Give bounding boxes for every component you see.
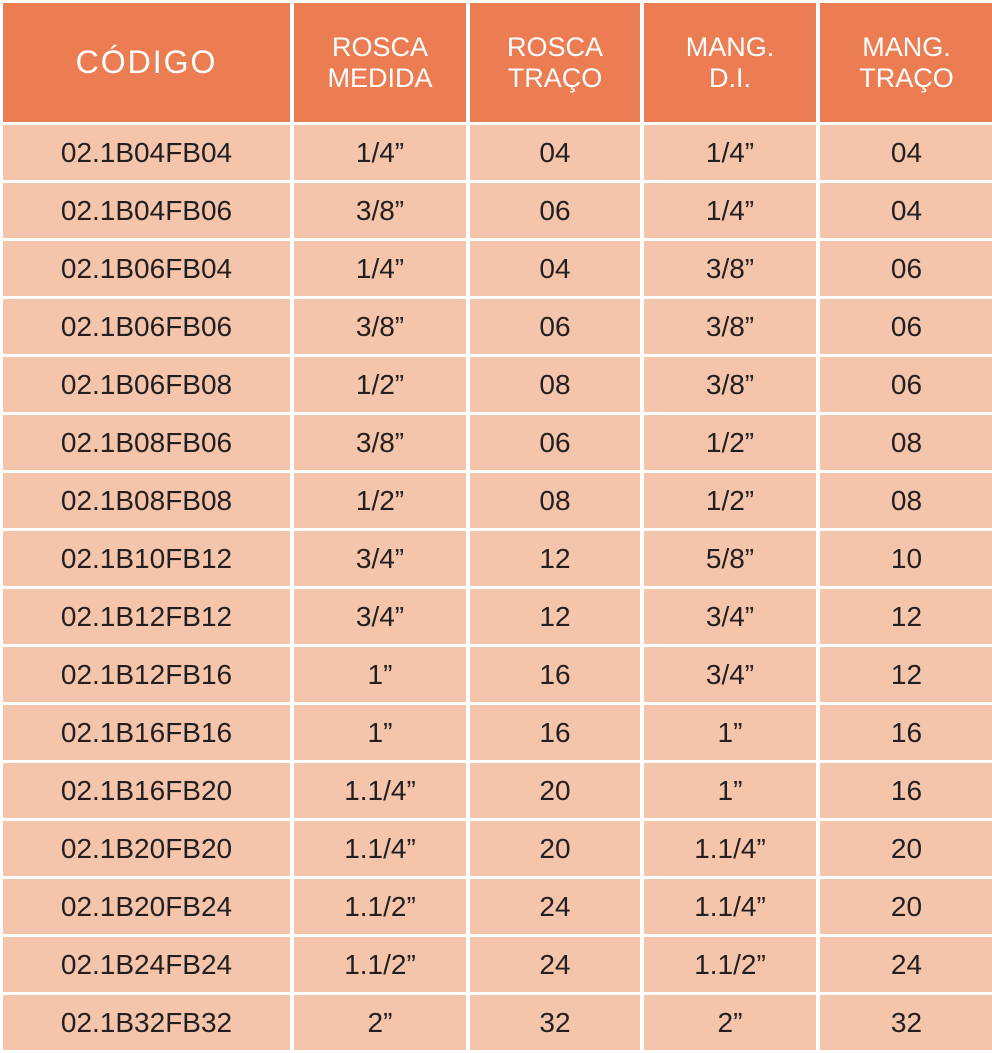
codigo-cell: 02.1B06FB08	[3, 357, 290, 412]
mang-di-cell: 1/2”	[644, 473, 816, 528]
codigo-cell: 02.1B24FB24	[3, 937, 290, 992]
mang-di-cell: 1/4”	[644, 125, 816, 180]
mang-traco-cell: 06	[820, 357, 992, 412]
rosca-medida-cell: 1”	[294, 705, 466, 760]
codigo-cell: 02.1B16FB20	[3, 763, 290, 818]
mang-traco-cell: 10	[820, 531, 992, 586]
codigo-cell: 02.1B12FB12	[3, 589, 290, 644]
rosca-medida-cell: 3/8”	[294, 299, 466, 354]
codigo-cell: 02.1B06FB06	[3, 299, 290, 354]
codigo-cell: 02.1B04FB04	[3, 125, 290, 180]
header-line: ROSCA	[331, 31, 429, 62]
rosca-traco-cell: 20	[470, 821, 640, 876]
mang-di-cell: 5/8”	[644, 531, 816, 586]
header-codigo-label: CÓDIGO	[75, 44, 218, 80]
rosca-traco-cell: 16	[470, 647, 640, 702]
header-line: MANG.	[685, 31, 775, 62]
mang-traco-cell: 16	[820, 705, 992, 760]
header-line: MEDIDA	[327, 62, 433, 93]
rosca-traco-cell: 24	[470, 937, 640, 992]
rosca-traco-cell: 04	[470, 241, 640, 296]
mang-di-cell: 3/4”	[644, 589, 816, 644]
mang-di-cell: 1.1/4”	[644, 879, 816, 934]
mang-di-cell: 3/4”	[644, 647, 816, 702]
header-rosca-medida	[294, 3, 466, 122]
header-line: TRAÇO	[859, 62, 954, 93]
mang-di-cell: 2”	[644, 995, 816, 1050]
mang-traco-cell: 12	[820, 589, 992, 644]
mang-traco-cell: 20	[820, 821, 992, 876]
rosca-medida-cell: 1.1/4”	[294, 763, 466, 818]
rosca-traco-cell: 24	[470, 879, 640, 934]
header-line: MANG.	[862, 31, 951, 62]
mang-traco-cell: 16	[820, 763, 992, 818]
rosca-traco-cell: 04	[470, 125, 640, 180]
rosca-traco-cell: 12	[470, 531, 640, 586]
codigo-cell: 02.1B08FB06	[3, 415, 290, 470]
codigo-cell: 02.1B12FB16	[3, 647, 290, 702]
rosca-medida-cell: 1/4”	[294, 241, 466, 296]
rosca-medida-cell: 1/2”	[294, 357, 466, 412]
mang-traco-cell: 04	[820, 183, 992, 238]
rosca-traco-cell: 06	[470, 415, 640, 470]
rosca-medida-cell: 3/8”	[294, 183, 466, 238]
mang-traco-cell: 32	[820, 995, 992, 1050]
header-codigo	[3, 3, 290, 122]
mang-di-cell: 1”	[644, 705, 816, 760]
header-mang-traco	[820, 3, 992, 122]
rosca-medida-cell: 1.1/2”	[294, 937, 466, 992]
mang-di-cell: 3/8”	[644, 299, 816, 354]
mang-traco-cell: 04	[820, 125, 992, 180]
codigo-cell: 02.1B32FB32	[3, 995, 290, 1050]
rosca-medida-cell: 1/4”	[294, 125, 466, 180]
codigo-cell: 02.1B08FB08	[3, 473, 290, 528]
codigo-cell: 02.1B16FB16	[3, 705, 290, 760]
rosca-medida-cell: 1/2”	[294, 473, 466, 528]
mang-di-cell: 3/8”	[644, 241, 816, 296]
mang-traco-cell: 06	[820, 241, 992, 296]
rosca-medida-cell: 3/4”	[294, 531, 466, 586]
rosca-medida-cell: 1.1/4”	[294, 821, 466, 876]
rosca-medida-cell: 1”	[294, 647, 466, 702]
rosca-traco-cell: 08	[470, 357, 640, 412]
rosca-traco-cell: 08	[470, 473, 640, 528]
mang-traco-cell: 24	[820, 937, 992, 992]
header-line: TRAÇO	[507, 62, 603, 93]
codigo-cell: 02.1B10FB12	[3, 531, 290, 586]
mang-di-cell: 1.1/2”	[644, 937, 816, 992]
rosca-traco-cell: 06	[470, 299, 640, 354]
rosca-traco-cell: 16	[470, 705, 640, 760]
rosca-medida-cell: 3/8”	[294, 415, 466, 470]
mang-traco-cell: 06	[820, 299, 992, 354]
mang-traco-cell: 08	[820, 473, 992, 528]
mang-di-cell: 1”	[644, 763, 816, 818]
fittings-spec-table	[3, 3, 989, 1050]
rosca-medida-cell: 1.1/2”	[294, 879, 466, 934]
mang-di-cell: 1/2”	[644, 415, 816, 470]
header-line: D.I.	[708, 62, 751, 93]
rosca-traco-cell: 12	[470, 589, 640, 644]
mang-di-cell: 1.1/4”	[644, 821, 816, 876]
rosca-traco-cell: 20	[470, 763, 640, 818]
mang-traco-cell: 20	[820, 879, 992, 934]
codigo-cell: 02.1B20FB20	[3, 821, 290, 876]
rosca-medida-cell: 2”	[294, 995, 466, 1050]
rosca-traco-cell: 06	[470, 183, 640, 238]
rosca-medida-cell: 3/4”	[294, 589, 466, 644]
mang-traco-cell: 12	[820, 647, 992, 702]
codigo-cell: 02.1B06FB04	[3, 241, 290, 296]
header-rosca-traco	[470, 3, 640, 122]
mang-di-cell: 1/4”	[644, 183, 816, 238]
codigo-cell: 02.1B20FB24	[3, 879, 290, 934]
mang-traco-cell: 08	[820, 415, 992, 470]
header-line: ROSCA	[506, 31, 604, 62]
codigo-cell: 02.1B04FB06	[3, 183, 290, 238]
mang-di-cell: 3/8”	[644, 357, 816, 412]
rosca-traco-cell: 32	[470, 995, 640, 1050]
header-mang-di	[644, 3, 816, 122]
